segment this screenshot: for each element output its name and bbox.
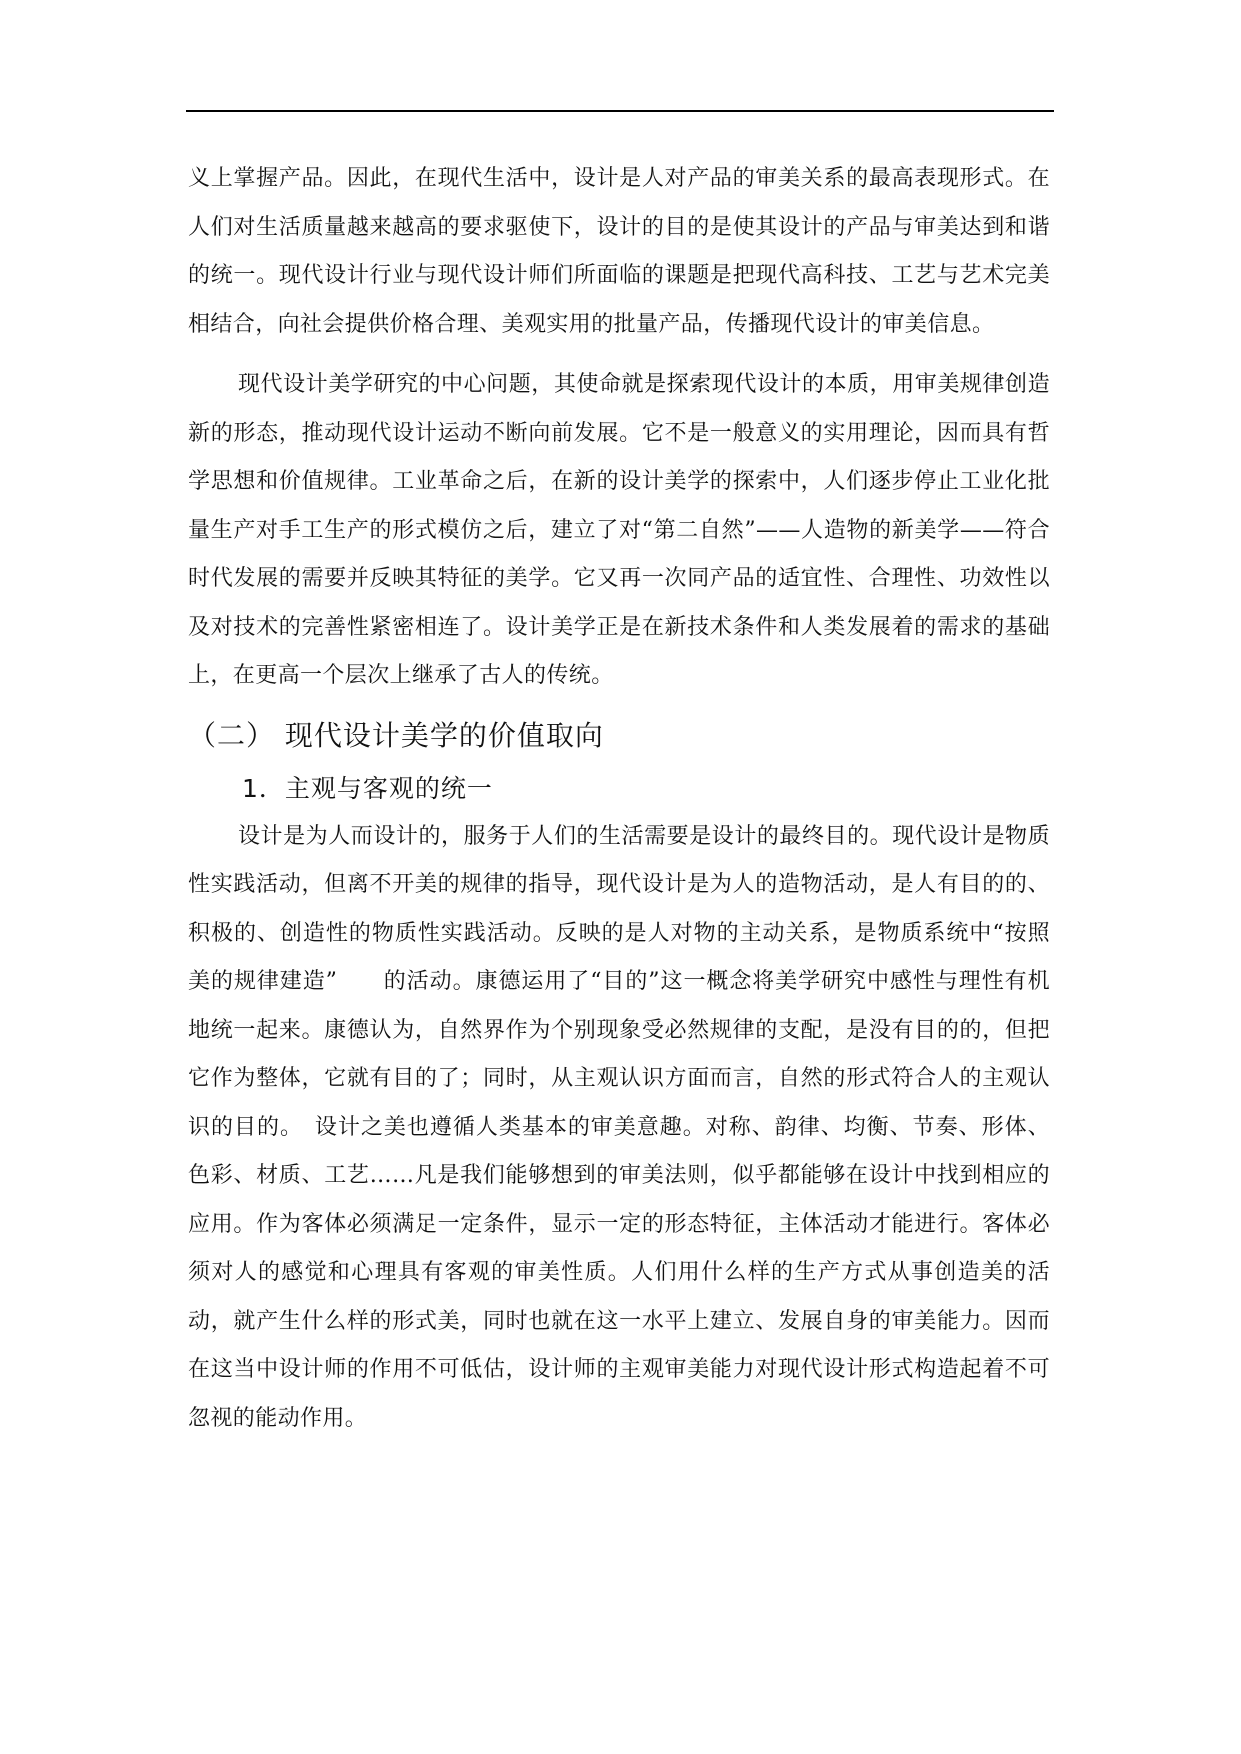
body-paragraph-1: 义上掌握产品。因此，在现代生活中，设计是人对产品的审美关系的最高表现形式。在人们对生活质量越来越高的要求驱使下，设计的目的是使其设计的产品与审美达到和谐的统一。现代设计行业与现代设计师们所面临的课题是把现代高科技、工艺与艺术完美相结合，向社会提供价格合理、美观实用的批量产品，传播现代设计的审美信息。 [188,166,1050,337]
subsection-heading: 1．主观与客观的统一 [242,773,493,803]
page-body [188,155,1050,1443]
body-paragraph-2: 现代设计美学研究的中心问题，其使命就是探索现代设计的本质，用审美规律创造新的形态，推动现代设计运动不断向前发展。它不是一般意义的实用理论，因而具有哲学思想和价值规律。工业革命之后，在新的设计美学的探索中，人们逐步停止工业化批量生产对手工生产的形式模仿之后，建立了对“第二自然”——人造物的新美学——符合时代发展的需要并反映其特征的美学。它又再一次同产品的适宜性、合理性、功效性以及对技术的完善性紧密相连了。设计美学正是在新技术条件和人类发展着的需求的基础上，在更高一个层次上继承了古人的传统。 [188,372,1050,688]
header-rule [186,110,1054,112]
body-paragraph-3: 设计是为人而设计的，服务于人们的生活需要是设计的最终目的。现代设计是物质性实践活动，但离不开美的规律的指导，现代设计是为人的造物活动，是人有目的的、积极的、创造性的物质性实践活动。反映的是人对物的主动关系，是物质系统中“按照美的规律建造” 的活动。康德运用了“目的”这一概念将美学研究中感性与理性有机地统一起来。康德认为，自然界作为个别现象受必然规律的支配，是没有目的的，但把它作为整体，它就有目的了；同时，从主观认识方面而言，自然的形式符合人的主观认识的目的。 设计之美也遵循人类基本的审美意趣。对称、韵律、均衡、节奏、形体、色彩、材质、工艺……凡是我们能够想到的审美法则，似乎都能够在设计中找到相应的应用。作为客体必须满足一定条件，显示一定的形态特征，主体活动才能进行。客体必须对人的感觉和心理具有客观的审美性质。人们用什么样的生产方式从事创造美的活动，就产生什么样的形式美，同时也就在这一水平上建立、发展自身的审美能力。因而在这当中设计师的作用不可低估，设计师的主观审美能力对现代设计形式构造起着不可忽视的能动作用。 [188,823,1050,1431]
section-heading: （二） 现代设计美学的价值取向 [188,718,604,752]
